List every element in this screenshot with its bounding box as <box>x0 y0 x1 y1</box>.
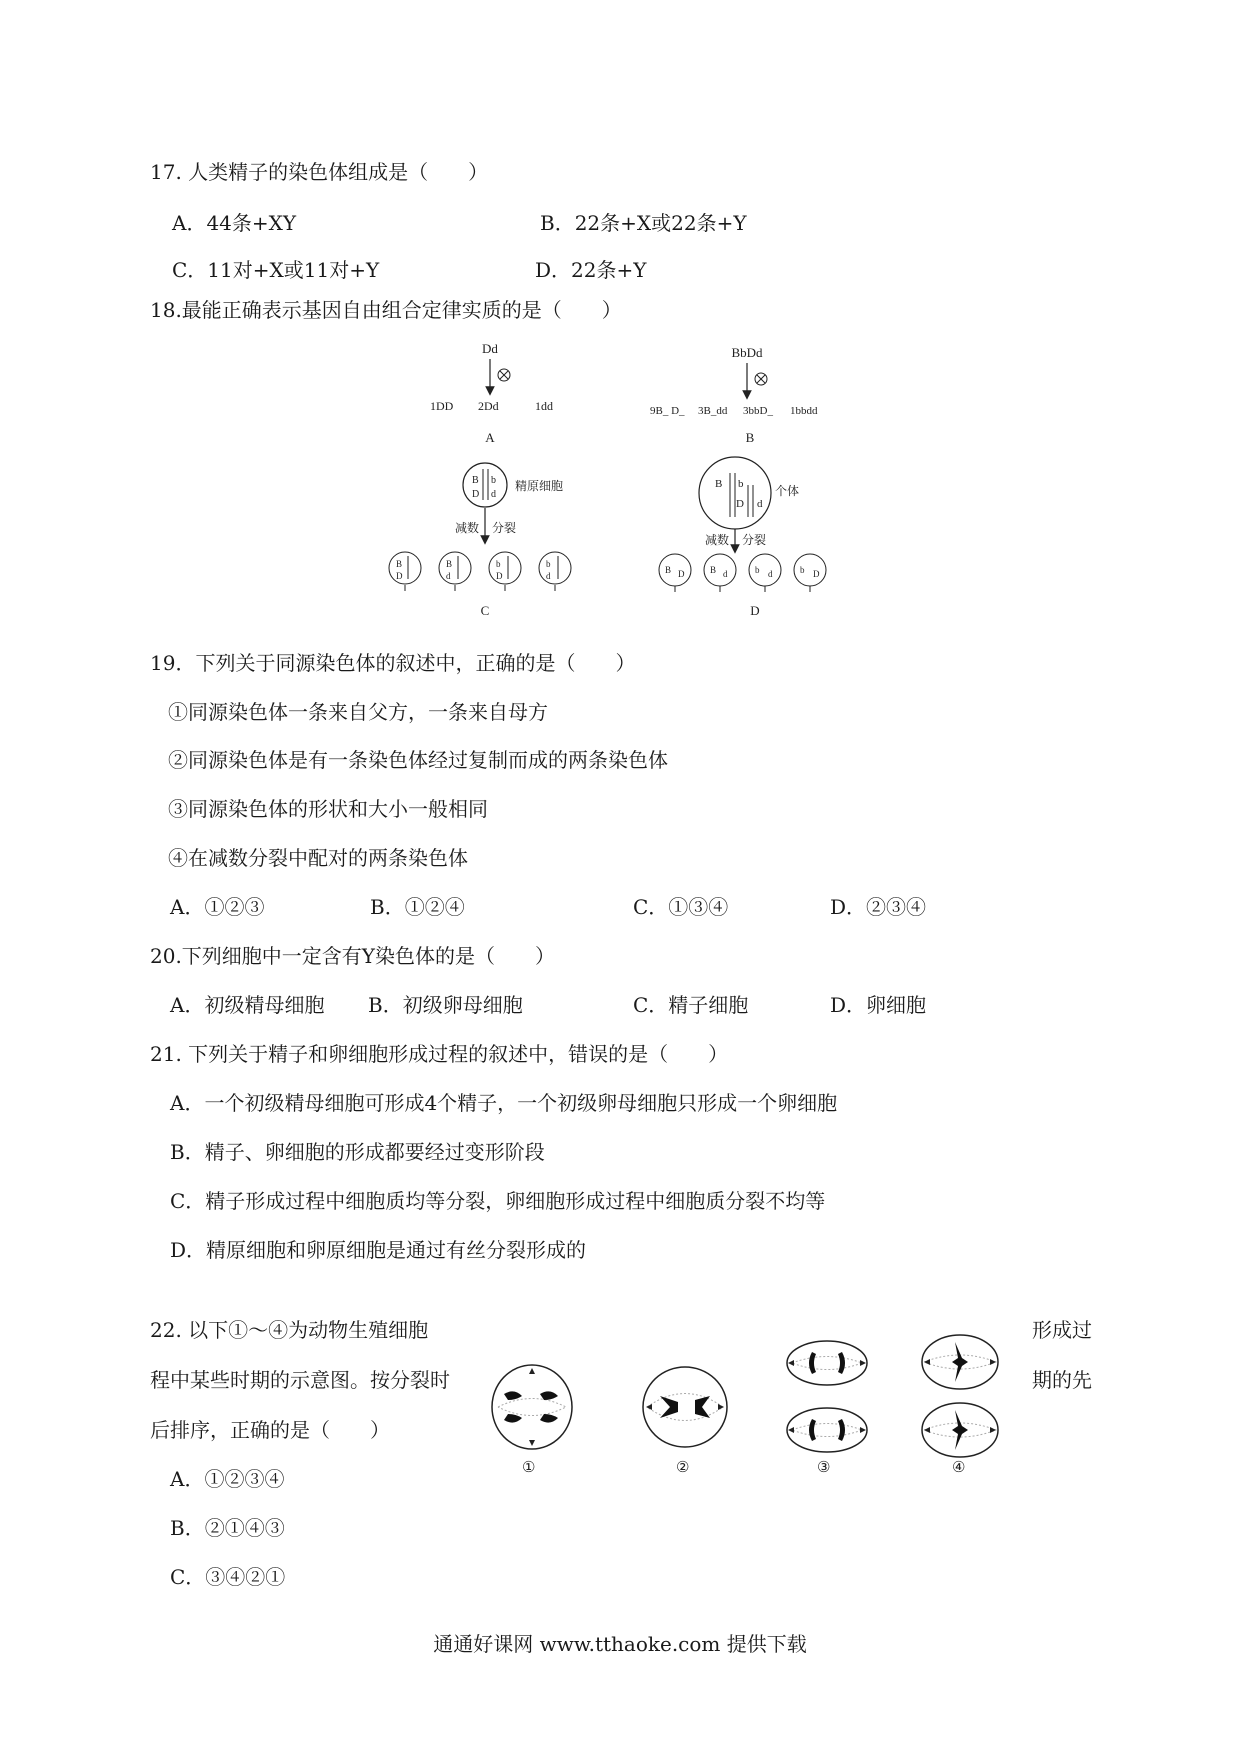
q18-a-parent: Dd <box>482 341 498 356</box>
q21-option-c: C．精子形成过程中细胞质均等分裂，卵细胞形成过程中细胞质分裂不均等 <box>170 1189 826 1213</box>
q22-option-c: C．③④②① <box>170 1565 286 1589</box>
q19-option-c: C．①③④ <box>633 895 729 919</box>
q18-a-label: A <box>485 430 495 445</box>
q18-b-offspring-4: 1bbdd <box>790 405 818 417</box>
svg-text:B: B <box>446 559 453 569</box>
q18-d-cell-label: 个体 <box>775 484 800 498</box>
svg-text:b: b <box>800 565 805 575</box>
q22-label-3: ③ <box>817 1460 831 1475</box>
q22-stem-right-2: 期的先 <box>1032 1368 1092 1392</box>
self-cross-icon <box>498 369 510 381</box>
svg-text:减数: 减数 <box>455 521 480 535</box>
q19-item-2: ②同源染色体是有一条染色体经过复制而成的两条染色体 <box>168 748 668 772</box>
q22-cell-3 <box>787 1341 867 1475</box>
q19-item-3: ③同源染色体的形状和大小一般相同 <box>168 797 488 821</box>
q20-option-d: D．卵细胞 <box>830 993 927 1017</box>
svg-text:D: D <box>736 498 744 510</box>
svg-text:减数: 减数 <box>705 533 730 547</box>
q19-option-a: A．①②③ <box>170 895 265 919</box>
svg-text:D: D <box>396 571 403 581</box>
q18-panel-c <box>389 463 571 618</box>
q22-figure <box>490 1330 1025 1475</box>
q17-option-a: A．44条+XY <box>172 211 297 235</box>
svg-text:D: D <box>496 571 503 581</box>
q18-d-label: D <box>750 603 760 618</box>
svg-text:D: D <box>472 489 480 500</box>
svg-text:d: d <box>723 569 728 579</box>
q22-stem-line-3: 后排序，正确的是（ ） <box>150 1418 390 1442</box>
svg-text:分裂: 分裂 <box>492 521 517 535</box>
svg-text:B: B <box>715 478 723 490</box>
q22-cell-4 <box>922 1335 998 1475</box>
q22-label-1: ① <box>522 1460 536 1475</box>
svg-text:d: d <box>491 489 496 500</box>
svg-text:D: D <box>678 569 685 579</box>
q18-c-label: C <box>480 603 490 618</box>
svg-text:b: b <box>496 559 501 569</box>
svg-text:b: b <box>738 478 744 490</box>
q18-panel-d <box>659 457 826 618</box>
q20-option-c: C．精子细胞 <box>633 993 749 1017</box>
q18-b-offspring-1: 9B_ D_ <box>650 405 685 417</box>
svg-text:d: d <box>768 569 773 579</box>
q22-cell-1 <box>492 1365 572 1475</box>
footer-credit: 通通好课网 www.tthaoke.com 提供下载 <box>433 1632 807 1656</box>
q18-b-offspring-2: 3B_dd <box>698 405 728 417</box>
q18-stem: 18.最能正确表示基因自由组合定律实质的是（ ） <box>150 298 622 322</box>
q20-option-a: A．初级精母细胞 <box>170 993 325 1017</box>
q17-option-c: C．11对+X或11对+Y <box>172 258 380 282</box>
q22-option-b: B．②①④③ <box>170 1516 285 1540</box>
q22-cell-2 <box>643 1367 727 1475</box>
q18-a-offspring-2: 2Dd <box>478 399 499 413</box>
q19-option-b: B．①②④ <box>370 895 465 919</box>
q22-option-a: A．①②③④ <box>170 1467 285 1491</box>
q19-stem: 19．下列关于同源染色体的叙述中，正确的是（ ） <box>150 651 636 675</box>
svg-text:B: B <box>396 559 403 569</box>
q22-stem-line-2: 程中某些时期的示意图。按分裂时 <box>150 1368 450 1392</box>
q18-panel-a <box>430 341 553 445</box>
q21-option-d: D．精原细胞和卵原细胞是通过有丝分裂形成的 <box>170 1238 587 1262</box>
svg-text:d: d <box>546 571 551 581</box>
q22-stem-line-1: 22. 以下①～④为动物生殖细胞 <box>150 1318 429 1342</box>
svg-text:b: b <box>546 559 551 569</box>
svg-text:分裂: 分裂 <box>742 533 767 547</box>
q20-stem: 20.下列细胞中一定含有Y染色体的是（ ） <box>150 944 556 968</box>
q19-item-4: ④在减数分裂中配对的两条染色体 <box>168 846 468 870</box>
q20-option-b: B．初级卵母细胞 <box>368 993 523 1017</box>
q19-option-d: D．②③④ <box>830 895 927 919</box>
svg-text:d: d <box>757 498 763 510</box>
q22-label-4: ④ <box>952 1460 966 1475</box>
q21-option-b: B．精子、卵细胞的形成都要经过变形阶段 <box>170 1140 545 1164</box>
q18-b-label: B <box>745 430 755 445</box>
q21-stem: 21. 下列关于精子和卵细胞形成过程的叙述中，错误的是（ ） <box>150 1042 729 1066</box>
q21-option-a: A．一个初级精母细胞可形成4个精子，一个初级卵母细胞只形成一个卵细胞 <box>170 1091 838 1115</box>
q18-c-cell-label: 精原细胞 <box>515 479 564 493</box>
self-cross-icon <box>755 373 767 385</box>
q22-stem-right-1: 形成过 <box>1032 1318 1092 1342</box>
q18-b-parent: BbDd <box>731 345 763 360</box>
svg-text:B: B <box>665 565 672 575</box>
q18-a-offspring-1: 1DD <box>430 399 454 413</box>
q17-option-b: B．22条+X或22条+Y <box>540 211 747 235</box>
q18-figure <box>380 335 880 635</box>
q19-item-1: ①同源染色体一条来自父方，一条来自母方 <box>168 700 548 724</box>
q18-a-offspring-3: 1dd <box>535 399 553 413</box>
q18-b-offspring-3: 3bbD_ <box>743 405 773 417</box>
q18-panel-b <box>650 345 818 445</box>
svg-text:B: B <box>472 475 479 486</box>
svg-text:b: b <box>755 565 760 575</box>
q17-option-d: D．22条+Y <box>535 258 647 282</box>
q17-stem: 17. 人类精子的染色体组成是（ ） <box>150 160 489 184</box>
svg-text:b: b <box>491 475 496 486</box>
q22-label-2: ② <box>676 1460 690 1475</box>
svg-text:d: d <box>446 571 451 581</box>
svg-text:D: D <box>813 569 820 579</box>
svg-text:B: B <box>710 565 717 575</box>
